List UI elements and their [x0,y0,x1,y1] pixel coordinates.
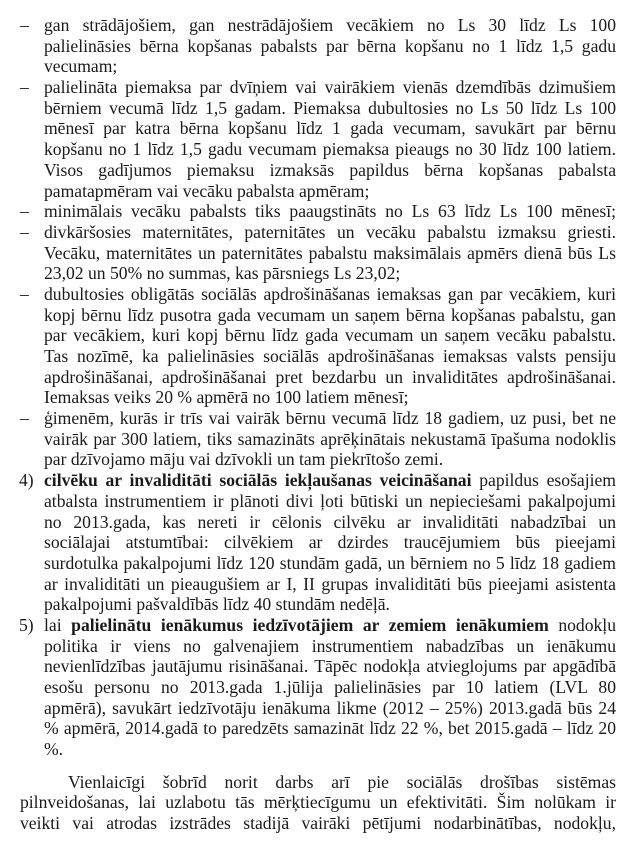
item-line: %. [44,739,64,760]
item-number: 5) [19,614,34,635]
item-line: atbalsta instrumentiem ir plānoti divi ļoti būtiski un nepieciešami pakalpojumi [44,490,616,511]
bullet-line: mēnesī par katra bērna kopšanu līdz 1 gada vecumam, savukārt par bērnu [44,118,616,139]
bullet-line: minimālais vecāku pabalsts tiks paaugstināts no Ls 63 līdz Ls 100 mēnesī; [44,201,616,222]
bullet-line: par vecākiem, kuri kopj bērnu līdz gada vecumam un saņem vecāku pabalstu. [44,325,616,346]
bullet-item [0,15,616,77]
bullet-line: kopšanu no 1 līdz 1,5 gadu vecumam piemaksa pieaugs no 30 līdz 100 latiem. [44,139,616,160]
dash-bullet-icon: – [20,283,29,304]
bullet-item [0,408,616,470]
bullet-item [0,222,616,284]
bullet-line: Iemaksas veiks 20 % apmērā no 100 latiem mēnesī; [44,387,409,408]
item-line: esošu personu no 2013.gada 1.jūlija palielināsies par 10 latiem (LVL 80 [44,677,616,697]
bold-lead: palielinātu ienākumus iedzīvotājiem ar zemiem ienākumiem [71,614,549,635]
bullet-item [0,201,616,222]
bullet-line: palielināta piemaksa par dvīņiem vai vairākiem vienās dzemdībās dzimušiem [44,77,616,98]
item-line: apmērā), savukārt iedzīvotāju ienākuma likme (2012 – 25%) 2013.gadā būs 24 [44,697,616,718]
bold-lead: cilvēku ar invaliditāti sociālās iekļaušanas veicināšanai [44,470,472,491]
item-line: lai palielinātu ienākumus iedzīvotājiem ar zemiem ienākumiem nodokļu [44,614,616,635]
item-line: nevienlīdzības jautājumu risināšanai. Tāpēc nodokļa atvieglojums par apgādībā [44,656,616,677]
item-line: cilvēku ar invaliditāti sociālās iekļaušanas veicināšanai papildus esošajiem [44,470,616,491]
item-line: sociālajai atstumtībai: cilvēkiem ar dzirdes traucējumiem būs pieejami [44,532,616,553]
dash-bullet-icon: – [20,77,29,98]
bullet-line: Tas nozīmē, ka palielināsies sociālās apdrošināšanas iemaksas valsts pensiju [44,346,616,366]
bullet-item [0,77,616,201]
bullet-list [0,15,640,470]
bullet-line: dubultosies obligātās sociālās apdrošināšanas iemaksas gan par vecākiem, kuri [44,283,616,304]
bullet-line: bērniem vecumā līdz 1,5 gadam. Piemaksa dubultosies no Ls 50 līdz Ls 100 [44,97,616,118]
paragraph-line: veikti vai atrodas izstrādes stadijā vairāki pētījumi nodarbinātības, nodokļu, [20,813,616,834]
paragraph-line: Vienlaicīgi šobrīd norit darbs arī pie sociālās drošības sistēmas [68,771,616,792]
dash-bullet-icon: – [20,201,29,222]
dash-bullet-icon: – [20,221,29,242]
bullet-line: divkāršosies maternitātes, paternitātes un vecāku pabalstu izmaksu griesti. [44,221,616,242]
numbered-item-4 [0,470,616,615]
bullet-line: pamatapmēram vai vecāku pabalsta apmēram; [44,180,370,201]
bullet-line: 23,02 un 50% no summas, kas pārsniegs Ls 23,02; [44,263,401,284]
dash-bullet-icon: – [20,15,29,35]
item-line: ar invaliditāti un pieaugušiem ar I, II grupas invaliditāti būs pieejami asistenta [44,573,616,594]
item-line: politika ir viens no galvenajiem instrumentiem nabadzības un ienākumu [44,635,616,656]
closing-paragraph [0,772,616,834]
item-line: no 2013.gada, kas nereti ir cēlonis cilvēku ar invaliditāti nabadzībai un [44,511,616,532]
bullet-line: palielināsies bērna kopšanas pabalsts par bērna kopšanu no 1 līdz 1,5 gadu [44,35,616,56]
bullet-line: apdrošināšanai, apdrošināšanai pret bezdarbu un invaliditātes apdrošināšanai. [44,366,616,387]
numbered-item-5 [0,615,616,760]
bullet-line: Vecāku, maternitātes un paternitātes pabalstu maksimālais apmērs dienā būs Ls [44,242,616,263]
dash-bullet-icon: – [20,408,29,429]
paragraph-line: pilnveidošanas, lai uzlabotu tās mērķtiecīgumu un efektivitāti. Šim nolūkam ir [20,792,616,813]
item-line: surdotulka pakalpojumi līdz 120 stundām gadā, un bērniem no 5 līdz 18 gadiem [44,552,616,573]
bullet-line: vairāk par 300 latiem, tiks samazināts aprēķinātais nekustamā īpašuma nodoklis [44,428,616,449]
bullet-line: Visos gadījumos piemaksu izmaksās papildus bērna kopšanas pabalsta [44,159,616,180]
bullet-line: vecumam; [44,56,118,77]
bullet-item [0,284,616,408]
item-line: pakalpojumi pašvaldībās līdz 40 stundām nedēļā. [44,594,390,615]
item-line: % apmērā, 2014.gadā to paredzēts samazināt līdz 22 %, bet 2015.gadā – līdz 20 [44,718,616,739]
document-page [0,15,640,834]
item-number: 4) [19,470,34,491]
bullet-line: ģimenēm, kurās ir trīs vai vairāk bērnu vecumā līdz 18 gadiem, uz pusi, bet ne [44,408,616,429]
bullet-line: par dzīvojamo māju vai dzīvokli un tam piekrītošo zemi. [44,449,444,470]
bullet-line: kopj bērnu līdz pusotra gada vecumam un saņem bērna kopšanas pabalstu, gan [44,304,616,325]
bullet-line: gan strādājošiem, gan nestrādājošiem vecākiem no Ls 30 līdz Ls 100 [44,15,616,35]
